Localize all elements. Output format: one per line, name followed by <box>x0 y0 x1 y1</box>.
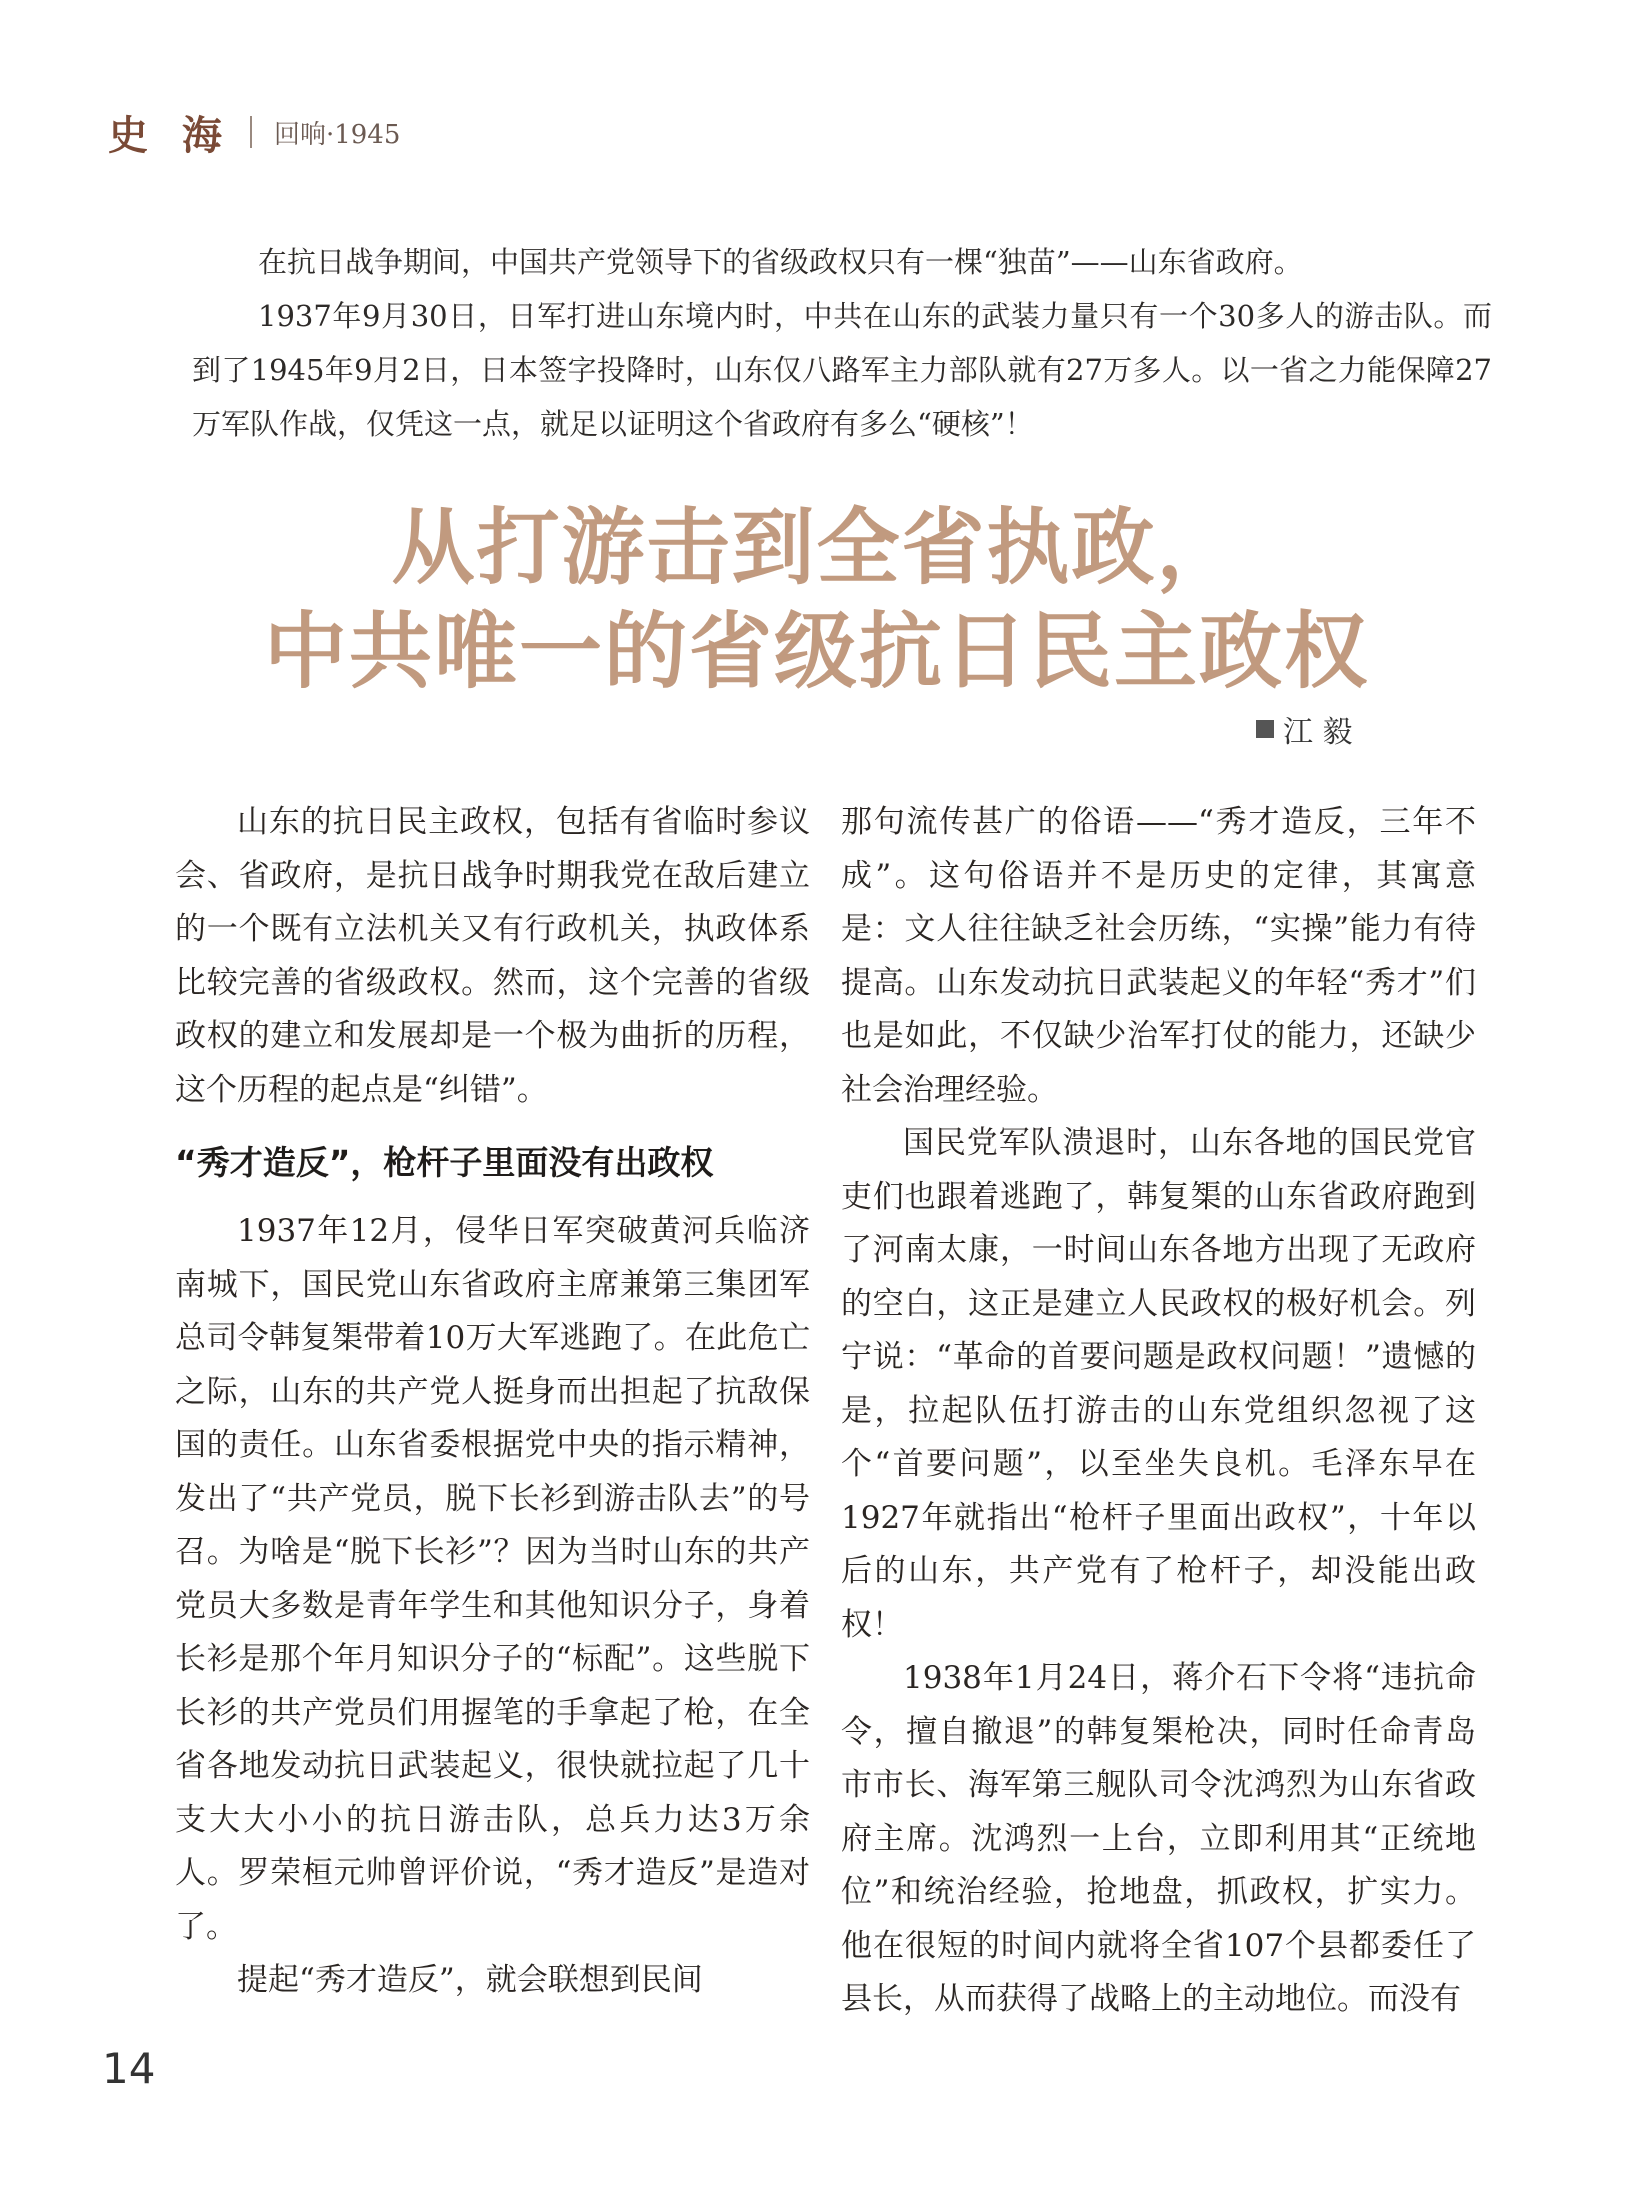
intro-paragraph: 1937年9月30日，日军打进山东境内时，中共在山东的武装力量只有一个30多人的游击队。而到了1945年9月2日，日本签字投降时，山东仅八路军主力部队就有27万多人。以一省之力能保障27万军队作战，仅凭这一点，就足以证明这个省政府有多么“硬核”！ <box>192 299 1492 441</box>
column-subtitle: 回响·1945 <box>273 119 401 150</box>
section-name: 史 海 <box>108 111 232 159</box>
body-paragraph: 山东的抗日民主政权，包括有省临时参议会、省政府，是抗日战争时期我党在敌后建立的一个既有立法机关又有行政机关，执政体系比较完善的省级政权。然而，这个完善的省级政权的建立和发展却是一个极为曲折的历程，这个历程的起点是“纠错”。 <box>175 804 810 1108</box>
author-name: 江 毅 <box>1283 715 1353 750</box>
intro-paragraph: 在抗日战争期间，中国共产党领导下的省级政权只有一棵“独苗”——山东省政府。 <box>258 245 1303 279</box>
section-heading: “秀才造反”，枪杆子里面没有出政权 <box>175 1143 714 1182</box>
body-paragraph: 国民党军队溃退时，山东各地的国民党官吏们也跟着逃跑了，韩复榘的山东省政府跑到了河南太康，一时间山东各地方出现了无政府的空白，这正是建立人民政权的极好机会。列宁说：“革命的首要问题是政权问题！”遗憾的是，拉起队伍打游击的山东党组织忽视了这个“首要问题”，以至坐失良机。毛泽东早在1927年就指出“枪杆子里面出政权”，十年以后的山东，共产党有了枪杆子，却没能出政权！ <box>841 1125 1476 1643</box>
intro-block <box>192 235 1492 451</box>
body-paragraph: 1938年1月24日，蒋介石下令将“违抗命令，擅自撤退”的韩复榘枪决，同时任命青岛市市长、海军第三舰队司令沈鸿烈为山东省政府主席。沈鸿烈一上台，立即利用其“正统地位”和统治经验，抢地盘，抓政权，扩实力。他在很短的时间内就将全省107个县都委任了县长，从而获得了战略上的主动地位。而没有 <box>841 1660 1476 2017</box>
header-divider <box>250 116 252 148</box>
article-title <box>0 495 1633 703</box>
right-column <box>841 796 1476 2027</box>
body-paragraph: 提起“秀才造反”，就会联想到民间 <box>237 1962 703 1998</box>
body-paragraph: 那句流传甚广的俗语——“秀才造反，三年不成”。这句俗语并不是历史的定律，其寓意是：文人往往缺乏社会历练，“实操”能力有待提高。山东发动抗日武装起义的年轻“秀才”们也是如此，不仅缺少治军打仗的能力，还缺少社会治理经验。 <box>841 804 1476 1108</box>
body-paragraph: 1937年12月，侵华日军突破黄河兵临济南城下，国民党山东省政府主席兼第三集团军总司令韩复榘带着10万大军逃跑了。在此危亡之际，山东的共产党人挺身而出担起了抗敌保国的责任。山东省委根据党中央的指示精神，发出了“共产党员，脱下长衫到游击队去”的号召。为啥是“脱下长衫”？因为当时山东的共产党员大多数是青年学生和其他知识分子，身着长衫是那个年月知识分子的“标配”。这些脱下长衫的共产党员们用握笔的手拿起了枪，在全省各地发动抗日武装起义，很快就拉起了几十支大大小小的抗日游击队，总兵力达3万余人。罗荣桓元帅曾评价说，“秀才造反”是造对了。 <box>175 1213 810 1945</box>
title-line-2: 中共唯一的省级抗日民主政权 <box>264 602 1369 700</box>
author-byline <box>1256 707 1353 751</box>
page-number: 14 <box>102 2044 156 2093</box>
title-line-1: 从打游击到全省执政， <box>391 498 1242 596</box>
page-header <box>108 108 401 159</box>
byline-square-icon <box>1256 720 1274 738</box>
left-column <box>175 796 810 2008</box>
